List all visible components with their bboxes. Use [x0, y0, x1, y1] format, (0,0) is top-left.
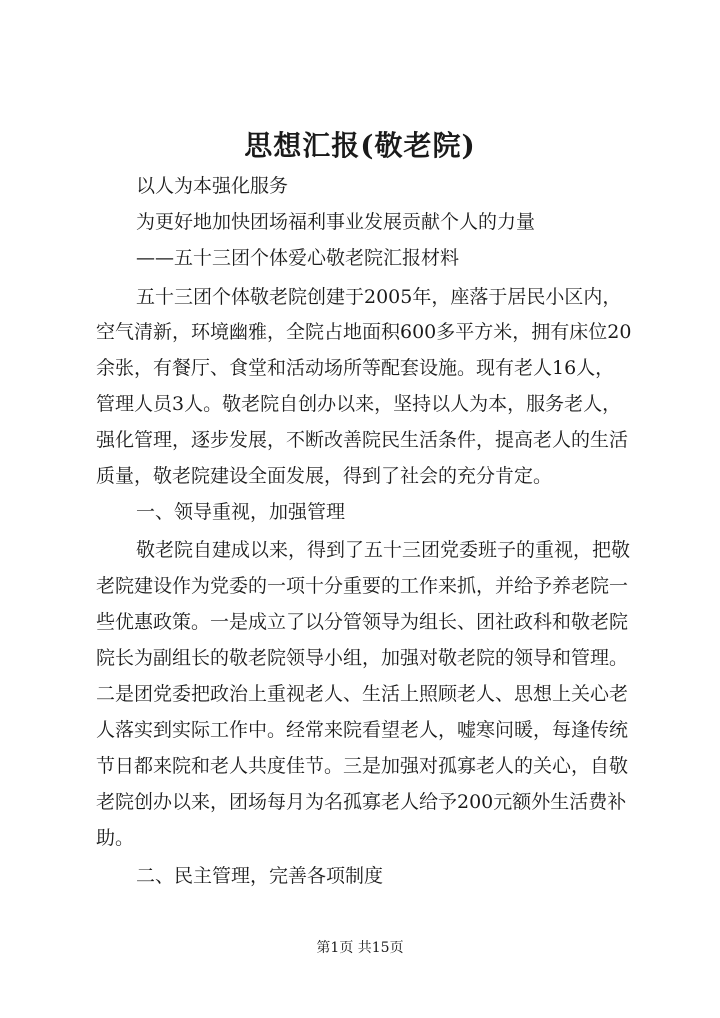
paragraph-line: 些优惠政策。一是成立了以分管领导为组长、团社政科和敬老院: [96, 611, 629, 633]
section-heading-1: 一、领导重视，加强管理: [136, 501, 346, 523]
paragraph-line: 院长为副组长的敬老院领导小组，加强对敬老院的领导和管理。: [96, 647, 629, 669]
paragraph-line: 敬老院自建成以来，得到了五十三团党委班子的重视，把敬: [136, 539, 631, 561]
section-heading-2: 二、民主管理，完善各项制度: [136, 865, 384, 887]
paragraph-line: 余张，有餐厅、食堂和活动场所等配套设施。现有老人16人，: [96, 357, 615, 379]
paragraph-line: 助。: [96, 827, 135, 849]
paragraph-line: 强化管理，逐步发展，不断改善院民生活条件，提高老人的生活: [96, 429, 629, 451]
paragraph-line: 人落实到实际工作中。经常来院看望老人，嘘寒问暖，每逢传统: [96, 719, 629, 741]
subtitle-2: 为更好地加快团场福利事业发展贡献个人的力量: [136, 211, 536, 233]
paragraph-line: 空气清新，环境幽雅，全院占地面积600多平方米，拥有床位20: [96, 321, 632, 343]
paragraph-line: 质量，敬老院建设全面发展，得到了社会的充分肯定。: [96, 465, 553, 487]
paragraph-line: 二是团党委把政治上重视老人、生活上照顾老人、思想上关心老: [96, 683, 629, 705]
paragraph-line: 节日都来院和老人共度佳节。三是加强对孤寡老人的关心，自敬: [96, 755, 629, 777]
page-title: 思想汇报(敬老院): [244, 129, 476, 162]
subtitle-1: 以人为本强化服务: [136, 175, 289, 197]
paragraph-line: 老院建设作为党委的一项十分重要的工作来抓，并给予养老院一: [96, 575, 629, 597]
paragraph-line: 五十三团个体敬老院创建于2005年，座落于居民小区内，: [136, 286, 622, 308]
paragraph-line: 老院创办以来，团场每月为名孤寡老人给予200元额外生活费补: [96, 791, 627, 813]
page-footer: 第1页 共15页: [316, 940, 404, 956]
paragraph-line: 管理人员3人。敬老院自创办以来，坚持以人为本，服务老人，: [96, 393, 622, 415]
subtitle-3: ——五十三团个体爱心敬老院汇报材料: [136, 247, 460, 269]
